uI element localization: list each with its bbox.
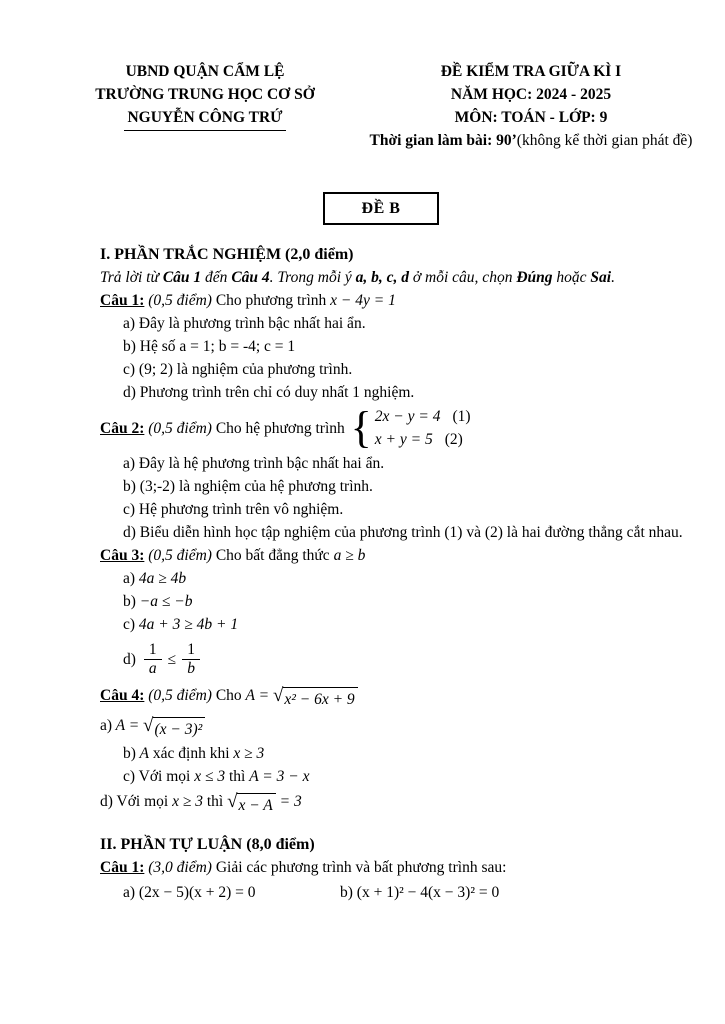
instruction-text: Đúng: [516, 269, 553, 286]
question-lead: Giải các phương trình và bất phương trình sau:: [215, 859, 507, 876]
item-label: b): [123, 478, 136, 495]
exam-info-block: [355, 60, 707, 152]
instruction-text: Câu 1: [162, 269, 202, 286]
item-math: A = 3 − x: [249, 768, 310, 785]
equation: 2x − y = 4: [374, 408, 441, 425]
statement-item: [100, 742, 696, 765]
radical-sign: √: [227, 791, 238, 812]
square-root: [227, 793, 276, 817]
school-type-line: TRƯỜNG TRUNG HỌC CƠ SỞ: [95, 86, 315, 103]
item-text: Hệ số a = 1; b = -4; c = 1: [135, 338, 296, 355]
statement-item: [100, 358, 696, 381]
instruction-text: . Trong mỗi ý: [269, 269, 356, 286]
item-math: x ≥ 3: [172, 793, 203, 810]
statement-item: [100, 613, 696, 636]
statement-item: [100, 521, 696, 544]
school-year: NĂM HỌC: 2024 - 2025: [450, 86, 612, 103]
issuer-line: UBND QUẬN CẨM LỆ: [125, 63, 285, 80]
question-label: Câu 2:: [100, 419, 145, 437]
item-text: Đây là hệ phương trình bậc nhất hai ẩn.: [135, 455, 385, 472]
item-label: d): [123, 384, 136, 401]
item-math: −a ≤ −b: [135, 593, 193, 610]
question-1-header: [100, 289, 696, 312]
question-points: (0,5 điểm): [144, 419, 216, 437]
statement-item: [100, 381, 696, 404]
item-math: A: [135, 745, 149, 762]
question-lead: Cho bất đẳng thức: [215, 547, 334, 564]
radical-sign: √: [143, 715, 154, 736]
item-label: a): [123, 315, 136, 332]
equation: x − 4y = 1: [330, 292, 396, 309]
item-text: Phương trình trên chỉ có duy nhất 1 nghiệm.: [135, 384, 415, 401]
item-text: Với mọi: [112, 793, 173, 810]
square-root: [143, 717, 205, 741]
system-brace: {: [350, 403, 372, 452]
item-label: b): [123, 593, 136, 610]
item-label: c): [123, 768, 136, 785]
item-math: (2x − 5)(x + 2) = 0: [135, 884, 256, 901]
question-label: Câu 1:: [100, 859, 145, 876]
item-label: c): [123, 501, 136, 518]
exam-code-box: [323, 192, 439, 225]
fraction-denominator: b: [187, 659, 195, 677]
instruction-text: ở mỗi câu, chọn: [409, 269, 517, 286]
item-label: b): [123, 745, 136, 762]
item-text: Với mọi: [135, 768, 195, 785]
item-label: b): [123, 338, 136, 355]
equation: a ≥ b: [333, 547, 366, 564]
equation-tag: (2): [444, 431, 463, 448]
item-text: thì: [225, 768, 250, 785]
exam-duration: [355, 129, 707, 152]
instruction-text: đến: [201, 269, 232, 286]
statement-item: [100, 475, 696, 498]
inequality-operator: ≤: [167, 650, 177, 668]
question-3-header: [100, 544, 696, 567]
exercise-item: [100, 881, 340, 904]
item-text: thì: [202, 793, 228, 810]
section2-question-1-header: [100, 856, 696, 879]
item-label: c): [123, 361, 136, 378]
duration-note: (không kể thời gian phát đề): [516, 132, 693, 149]
instruction-text: hoặc: [552, 269, 591, 286]
item-text: (9; 2) là nghiệm của phương trình.: [135, 361, 353, 378]
item-label: a): [123, 570, 136, 587]
item-math: 4a ≥ 4b: [135, 570, 187, 587]
item-math: A =: [112, 717, 144, 734]
item-text: Đây là phương trình bậc nhất hai ẩn.: [135, 315, 366, 332]
question-lead: Cho hệ phương trình: [215, 419, 349, 437]
statement-item: [100, 335, 696, 358]
school-name-line: [55, 106, 355, 131]
fraction: [182, 641, 200, 676]
instruction-text: a, b, c, d: [355, 269, 410, 286]
item-label: a): [123, 884, 136, 901]
item-label: d): [100, 793, 113, 810]
fraction-denominator: a: [148, 659, 157, 677]
question-lead: Cho phương trình: [215, 292, 331, 309]
subject-grade: MÔN: TOÁN - LỚP: 9: [454, 109, 608, 126]
fraction: [144, 641, 162, 676]
statement-item: [100, 567, 696, 590]
question-points: (0,5 điểm): [144, 687, 216, 704]
item-math: 4a + 3 ≥ 4b + 1: [135, 616, 239, 633]
school-name: NGUYỄN CÔNG TRỨ: [124, 106, 285, 131]
statement-item: [100, 590, 696, 613]
item-math: (x + 1)² − 4(x − 3)² = 0: [352, 884, 500, 901]
item-text: (3;-2) là nghiệm của hệ phương trình.: [135, 478, 373, 495]
exercise-row: [100, 879, 696, 904]
item-label: a): [123, 455, 136, 472]
instruction-text: .: [611, 269, 615, 286]
radicand: x − A: [237, 793, 275, 817]
statement-item: [100, 712, 696, 742]
instruction-text: Câu 4: [231, 269, 270, 286]
exercise-item: [340, 881, 499, 904]
system-equation-1: [375, 405, 471, 428]
statement-item: [100, 312, 696, 335]
item-math: = 3: [275, 793, 302, 810]
question-label: Câu 3:: [100, 547, 145, 564]
item-label: b): [340, 884, 353, 901]
item-math: x ≥ 3: [233, 745, 265, 762]
question-4-header: [100, 682, 696, 712]
duration-bold: Thời gian làm bài: 90’: [369, 132, 517, 149]
equation: x + y = 5: [374, 431, 433, 448]
system-equation-2: [375, 428, 471, 451]
item-label: a): [100, 717, 113, 734]
question-label: Câu 1:: [100, 292, 145, 309]
radical-sign: √: [272, 685, 284, 706]
statement-item-fraction: [100, 636, 696, 682]
item-text: xác định khi: [149, 745, 234, 762]
statement-item: [100, 788, 696, 818]
section-1-instructions: [100, 266, 696, 289]
item-label: d): [123, 650, 136, 668]
equation-tag: (1): [452, 408, 471, 425]
section-1-title: I. PHẦN TRẮC NGHIỆM (2,0 điểm): [100, 246, 354, 263]
statement-item: [100, 498, 696, 521]
exam-code: ĐỀ B: [361, 199, 401, 217]
equation-system: [375, 405, 471, 451]
section-2-title: II. PHẦN TỰ LUẬN (8,0 điểm): [100, 836, 315, 853]
item-math: x ≤ 3: [194, 768, 226, 785]
exam-body: [100, 243, 696, 904]
instruction-text: Trả lời từ: [100, 269, 163, 286]
item-label: c): [123, 616, 136, 633]
radicand: x² − 6x + 9: [283, 687, 357, 711]
item-text: Hệ phương trình trên vô nghiệm.: [135, 501, 344, 518]
question-2-header: [100, 405, 696, 451]
statement-item: [100, 765, 696, 788]
equation: A =: [245, 687, 273, 704]
instruction-text: Sai: [590, 269, 612, 286]
issuer-block: [55, 60, 355, 152]
fraction-numerator: 1: [182, 641, 200, 659]
radicand: (x − 3)²: [153, 717, 205, 741]
exam-header: [0, 60, 725, 152]
question-label: Câu 4:: [100, 687, 145, 704]
fraction-numerator: 1: [144, 641, 162, 659]
question-points: (3,0 điểm): [144, 859, 216, 876]
exam-title: ĐỀ KIỂM TRA GIỮA KÌ I: [440, 63, 622, 80]
item-label: d): [123, 524, 136, 541]
question-points: (0,5 điểm): [144, 292, 216, 309]
item-text: Biểu diễn hình học tập nghiệm của phương trình (1) và (2) là hai đường thẳng cắt nhau.: [135, 524, 683, 541]
question-lead: Cho: [215, 687, 246, 704]
question-points: (0,5 điểm): [144, 547, 216, 564]
square-root: [273, 687, 358, 711]
statement-item: [100, 452, 696, 475]
